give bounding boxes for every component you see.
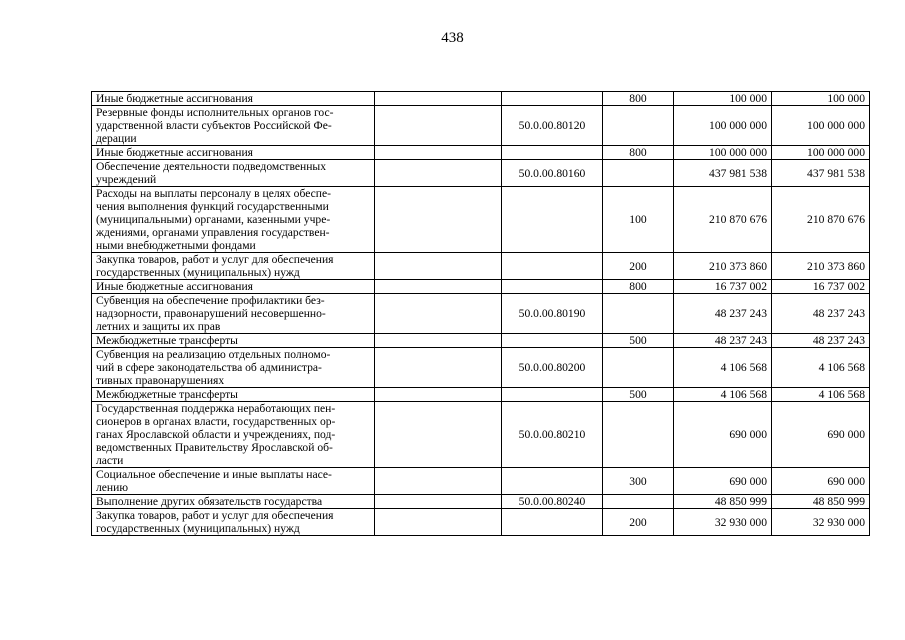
amount-year1-cell: 690 000 bbox=[674, 468, 772, 495]
blank-cell bbox=[375, 187, 502, 253]
amount-year2-cell: 210 373 860 bbox=[772, 253, 870, 280]
expense-type-cell: 500 bbox=[603, 334, 674, 348]
target-article-cell bbox=[502, 509, 603, 536]
target-article-cell bbox=[502, 334, 603, 348]
table-row bbox=[92, 348, 870, 388]
amount-year1-cell: 48 237 243 bbox=[674, 334, 772, 348]
blank-cell bbox=[375, 253, 502, 280]
row-name-line: учреждений bbox=[96, 173, 157, 186]
row-name-line: государственных (муниципальных) нужд bbox=[96, 522, 300, 535]
expense-type-cell: 800 bbox=[603, 280, 674, 294]
expense-type-cell bbox=[603, 160, 674, 187]
amount-year1-cell: 48 237 243 bbox=[674, 294, 772, 334]
target-article-cell bbox=[502, 253, 603, 280]
table-row bbox=[92, 253, 870, 280]
expense-type-cell: 200 bbox=[603, 509, 674, 536]
table-row bbox=[92, 106, 870, 146]
row-name-line: ждениями, органами управления государствен- bbox=[96, 226, 330, 239]
row-name-cell bbox=[92, 106, 375, 146]
expense-type-cell: 300 bbox=[603, 468, 674, 495]
row-name-line: Межбюджетные трансферты bbox=[96, 388, 238, 401]
table-row bbox=[92, 495, 870, 509]
row-name-line: Резервные фонды исполнительных органов гос- bbox=[96, 106, 334, 119]
row-name-line: тивных правонарушениях bbox=[96, 374, 225, 387]
target-article-cell: 50.0.00.80190 bbox=[502, 294, 603, 334]
blank-cell bbox=[375, 92, 502, 106]
row-name-line: ласти bbox=[96, 454, 124, 467]
expense-type-cell bbox=[603, 402, 674, 468]
row-name-cell bbox=[92, 253, 375, 280]
row-name-line: сионеров в органах власти, государственных ор- bbox=[96, 415, 336, 428]
target-article-cell bbox=[502, 92, 603, 106]
amount-year2-cell: 48 237 243 bbox=[772, 294, 870, 334]
target-article-cell bbox=[502, 187, 603, 253]
row-name-cell bbox=[92, 280, 375, 294]
row-name-cell bbox=[92, 146, 375, 160]
blank-cell bbox=[375, 334, 502, 348]
amount-year2-cell: 100 000 000 bbox=[772, 106, 870, 146]
row-name-line: Выполнение других обязательств государства bbox=[96, 495, 323, 508]
table-row bbox=[92, 160, 870, 187]
amount-year1-cell: 100 000 bbox=[674, 92, 772, 106]
budget-table-body bbox=[92, 92, 870, 536]
row-name-cell bbox=[92, 160, 375, 187]
expense-type-cell bbox=[603, 348, 674, 388]
table-row bbox=[92, 146, 870, 160]
amount-year1-cell: 210 870 676 bbox=[674, 187, 772, 253]
amount-year2-cell: 48 237 243 bbox=[772, 334, 870, 348]
target-article-cell bbox=[502, 468, 603, 495]
blank-cell bbox=[375, 280, 502, 294]
row-name-line: Субвенция на реализацию отдельных полномо- bbox=[96, 348, 331, 361]
table-row bbox=[92, 187, 870, 253]
blank-cell bbox=[375, 509, 502, 536]
target-article-cell bbox=[502, 280, 603, 294]
amount-year2-cell: 4 106 568 bbox=[772, 348, 870, 388]
amount-year2-cell: 690 000 bbox=[772, 468, 870, 495]
target-article-cell: 50.0.00.80200 bbox=[502, 348, 603, 388]
row-name-cell bbox=[92, 187, 375, 253]
blank-cell bbox=[375, 348, 502, 388]
target-article-cell: 50.0.00.80160 bbox=[502, 160, 603, 187]
blank-cell bbox=[375, 388, 502, 402]
row-name-line: Иные бюджетные ассигнования bbox=[96, 92, 253, 105]
amount-year1-cell: 210 373 860 bbox=[674, 253, 772, 280]
row-name-cell bbox=[92, 402, 375, 468]
row-name-line: Межбюджетные трансферты bbox=[96, 334, 238, 347]
row-name-line: Обеспечение деятельности подведомственных bbox=[96, 160, 326, 173]
row-name-cell bbox=[92, 509, 375, 536]
row-name-line: Иные бюджетные ассигнования bbox=[96, 280, 253, 293]
row-name-line: Государственная поддержка неработающих пен- bbox=[96, 402, 336, 415]
table-row bbox=[92, 468, 870, 495]
expense-type-cell bbox=[603, 106, 674, 146]
amount-year2-cell: 100 000 bbox=[772, 92, 870, 106]
row-name-cell bbox=[92, 348, 375, 388]
row-name-cell bbox=[92, 92, 375, 106]
expense-type-cell: 800 bbox=[603, 146, 674, 160]
table-row bbox=[92, 280, 870, 294]
table-row bbox=[92, 92, 870, 106]
row-name-line: Социальное обеспечение и иные выплаты насе- bbox=[96, 468, 332, 481]
blank-cell bbox=[375, 294, 502, 334]
expense-type-cell bbox=[603, 495, 674, 509]
row-name-line: ведомственных Правительству Ярославской об- bbox=[96, 441, 333, 454]
row-name-line: надзорности, правонарушений несовершенно- bbox=[96, 307, 326, 320]
row-name-cell bbox=[92, 388, 375, 402]
target-article-cell: 50.0.00.80210 bbox=[502, 402, 603, 468]
budget-table bbox=[91, 91, 870, 536]
row-name-line: лению bbox=[96, 481, 129, 494]
amount-year1-cell: 100 000 000 bbox=[674, 146, 772, 160]
amount-year1-cell: 690 000 bbox=[674, 402, 772, 468]
row-name-line: ударственной власти субъектов Российской Фе- bbox=[96, 119, 332, 132]
page-number: 438 bbox=[441, 30, 464, 46]
amount-year1-cell: 16 737 002 bbox=[674, 280, 772, 294]
blank-cell bbox=[375, 146, 502, 160]
amount-year2-cell: 48 850 999 bbox=[772, 495, 870, 509]
table-row bbox=[92, 509, 870, 536]
row-name-line: Закупка товаров, работ и услуг для обеспечения bbox=[96, 509, 334, 522]
row-name-line: летних и защиты их прав bbox=[96, 320, 221, 333]
expense-type-cell: 200 bbox=[603, 253, 674, 280]
row-name-line: ными внебюджетными фондами bbox=[96, 239, 256, 252]
row-name-line: Субвенция на обеспечение профилактики без- bbox=[96, 294, 325, 307]
expense-type-cell bbox=[603, 294, 674, 334]
amount-year2-cell: 4 106 568 bbox=[772, 388, 870, 402]
amount-year1-cell: 48 850 999 bbox=[674, 495, 772, 509]
row-name-cell bbox=[92, 334, 375, 348]
table-row bbox=[92, 334, 870, 348]
row-name-line: Закупка товаров, работ и услуг для обеспечения bbox=[96, 253, 334, 266]
amount-year1-cell: 32 930 000 bbox=[674, 509, 772, 536]
row-name-line: Расходы на выплаты персоналу в целях обеспе- bbox=[96, 187, 331, 200]
amount-year2-cell: 32 930 000 bbox=[772, 509, 870, 536]
target-article-cell bbox=[502, 388, 603, 402]
row-name-line: (муниципальными) органами, казенными учре- bbox=[96, 213, 331, 226]
blank-cell bbox=[375, 402, 502, 468]
amount-year1-cell: 4 106 568 bbox=[674, 388, 772, 402]
blank-cell bbox=[375, 160, 502, 187]
amount-year1-cell: 100 000 000 bbox=[674, 106, 772, 146]
target-article-cell: 50.0.00.80240 bbox=[502, 495, 603, 509]
amount-year2-cell: 690 000 bbox=[772, 402, 870, 468]
row-name-cell bbox=[92, 294, 375, 334]
expense-type-cell: 800 bbox=[603, 92, 674, 106]
amount-year2-cell: 16 737 002 bbox=[772, 280, 870, 294]
amount-year1-cell: 437 981 538 bbox=[674, 160, 772, 187]
blank-cell bbox=[375, 468, 502, 495]
blank-cell bbox=[375, 106, 502, 146]
table-row bbox=[92, 402, 870, 468]
blank-cell bbox=[375, 495, 502, 509]
amount-year1-cell: 4 106 568 bbox=[674, 348, 772, 388]
row-name-cell bbox=[92, 495, 375, 509]
target-article-cell: 50.0.00.80120 bbox=[502, 106, 603, 146]
row-name-line: ганах Ярославской области и учреждениях, под- bbox=[96, 428, 336, 441]
row-name-line: чий в сфере законодательства об администра- bbox=[96, 361, 322, 374]
table-row bbox=[92, 294, 870, 334]
row-name-cell bbox=[92, 468, 375, 495]
expense-type-cell: 100 bbox=[603, 187, 674, 253]
row-name-line: Иные бюджетные ассигнования bbox=[96, 146, 253, 159]
row-name-line: дерации bbox=[96, 132, 137, 145]
row-name-line: государственных (муниципальных) нужд bbox=[96, 266, 300, 279]
expense-type-cell: 500 bbox=[603, 388, 674, 402]
row-name-line: чения выполнения функций государственными bbox=[96, 200, 329, 213]
amount-year2-cell: 437 981 538 bbox=[772, 160, 870, 187]
target-article-cell bbox=[502, 146, 603, 160]
amount-year2-cell: 210 870 676 bbox=[772, 187, 870, 253]
table-row bbox=[92, 388, 870, 402]
amount-year2-cell: 100 000 000 bbox=[772, 146, 870, 160]
